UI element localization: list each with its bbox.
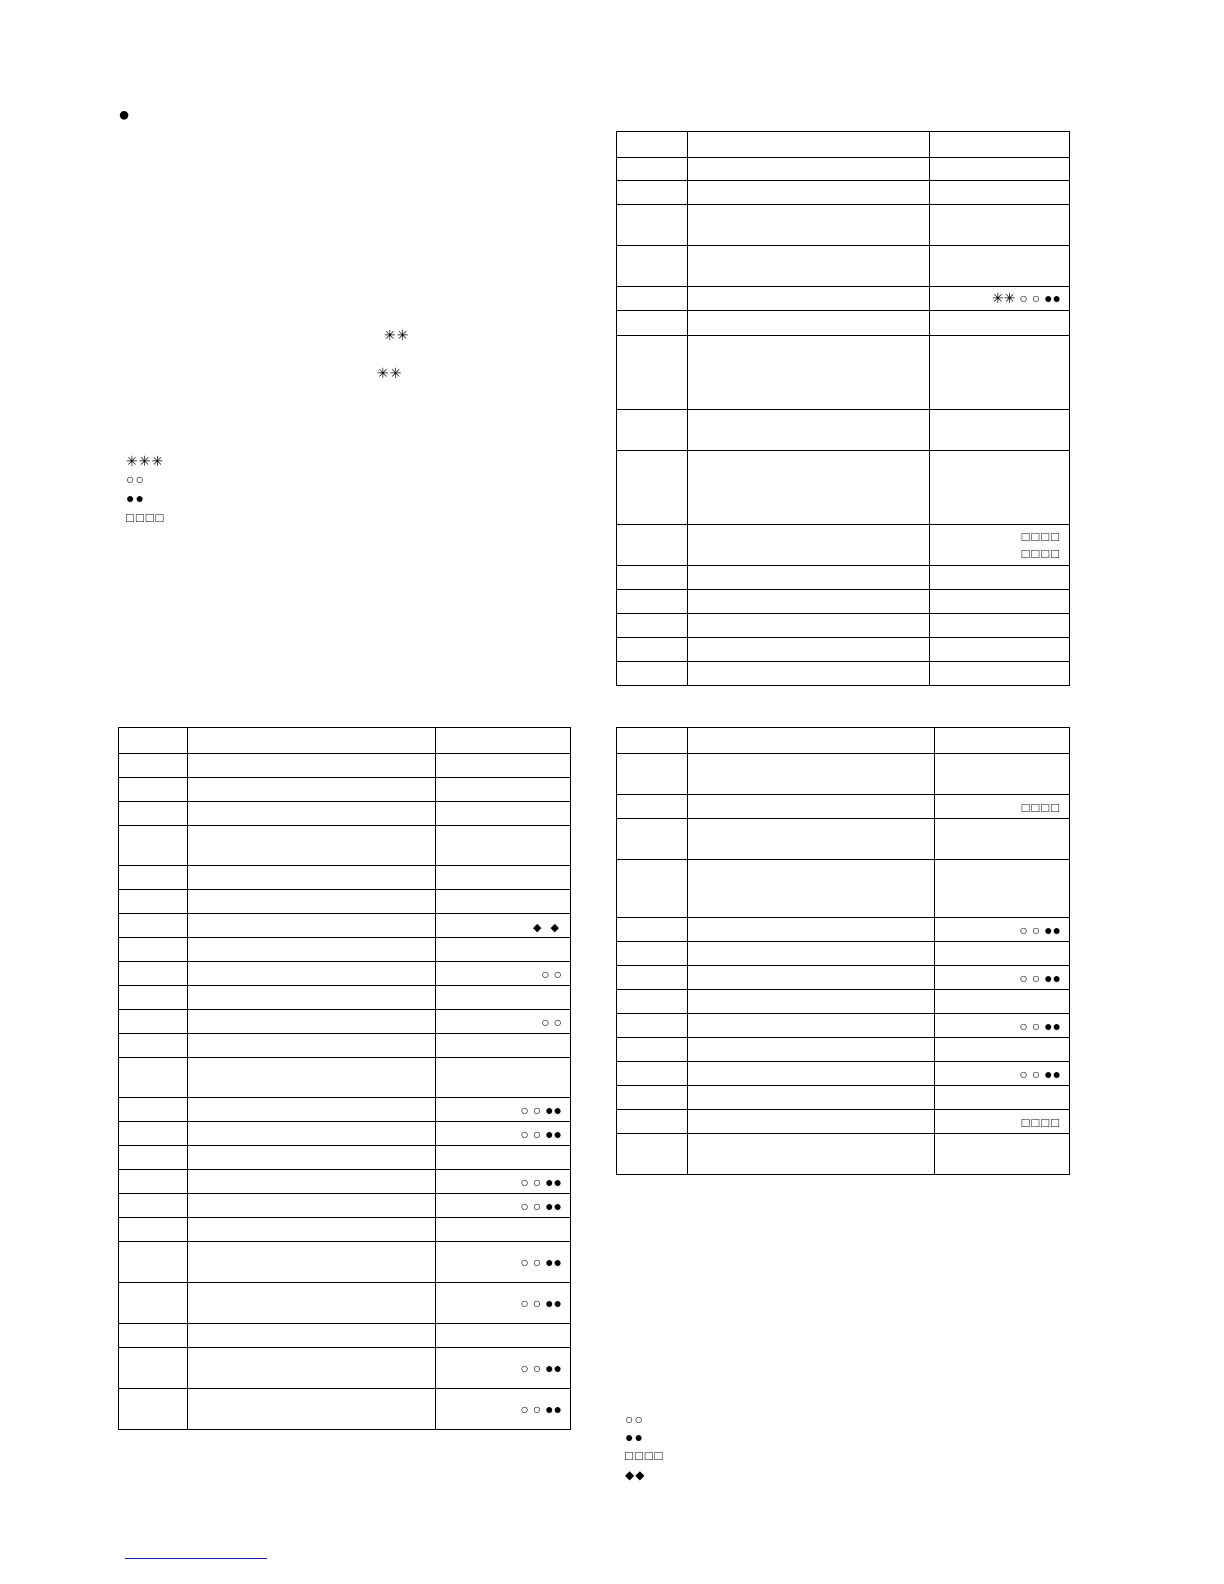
symbol-cell: ○ ○ ●●	[520, 1173, 562, 1190]
legend-right-diamonds: ◆◆	[625, 1468, 646, 1482]
symbol-cell: ◆ ◆	[533, 921, 562, 934]
table-row	[617, 795, 1070, 819]
symbol-cell: ○ ○	[541, 965, 562, 982]
inline-asterisk-mark-2: ✳✳	[377, 365, 403, 381]
symbol-cell: □□□□	[1021, 799, 1061, 815]
legend-left-squares: □□□□	[126, 510, 166, 525]
legend-left-open-circles: ○○	[126, 471, 145, 487]
legend-right-filled-circles: ●●	[625, 1429, 644, 1445]
table-row	[119, 1010, 571, 1034]
symbol-cell: ○ ○ ●●	[520, 1197, 562, 1214]
table-top-right	[616, 131, 1070, 686]
table-row	[119, 1122, 571, 1146]
table-row	[119, 962, 571, 986]
symbol-cell: ○ ○ ●●	[1019, 1017, 1061, 1034]
symbol-cell: ✳✳ ○ ○ ●●	[992, 290, 1061, 306]
symbol-cell: ○ ○ ●●	[520, 1401, 562, 1417]
symbol-cell: ○ ○ ●●	[520, 1295, 562, 1311]
table-bottom-left	[118, 727, 571, 1430]
legend-left-asterisks: ✳✳✳	[126, 453, 165, 469]
table-row	[617, 287, 1070, 311]
table-row	[119, 914, 571, 938]
symbol-cell: ○ ○ ●●	[520, 1254, 562, 1270]
symbol-cell: ○ ○ ●●	[1019, 921, 1061, 938]
symbol-cell: ○ ○ ●●	[520, 1101, 562, 1118]
table-row	[617, 966, 1070, 990]
symbol-cell: ○ ○	[541, 1013, 562, 1030]
table-row	[617, 1062, 1070, 1086]
legend-left-filled-circles: ●●	[126, 490, 145, 506]
footnote-rule	[125, 1558, 267, 1559]
table-row	[617, 1110, 1070, 1134]
table-bottom-right	[616, 727, 1070, 1175]
table-row	[119, 1389, 571, 1430]
table-row	[617, 525, 1070, 566]
table-row	[119, 1170, 571, 1194]
symbol-cell-line-1: □□□□	[1021, 529, 1061, 544]
symbol-cell: ○ ○ ●●	[1019, 969, 1061, 986]
section-bullet: ●	[118, 104, 132, 126]
table-row	[119, 1098, 571, 1122]
inline-asterisk-mark-1: ✳✳	[384, 327, 410, 343]
table-row	[119, 1242, 571, 1283]
legend-right-squares: □□□□	[625, 1448, 665, 1463]
symbol-cell: ○ ○ ●●	[520, 1125, 562, 1142]
table-row	[119, 1348, 571, 1389]
legend-right-open-circles: ○○	[625, 1411, 644, 1427]
table-row	[617, 918, 1070, 942]
table-row	[119, 1194, 571, 1218]
symbol-cell: ○ ○ ●●	[1019, 1065, 1061, 1082]
symbol-cell-line-2: □□□□	[1021, 546, 1061, 561]
symbol-cell: □□□□	[1021, 1114, 1061, 1130]
table-row	[119, 1283, 571, 1324]
table-row	[617, 1014, 1070, 1038]
symbol-cell: ○ ○ ●●	[520, 1360, 562, 1376]
